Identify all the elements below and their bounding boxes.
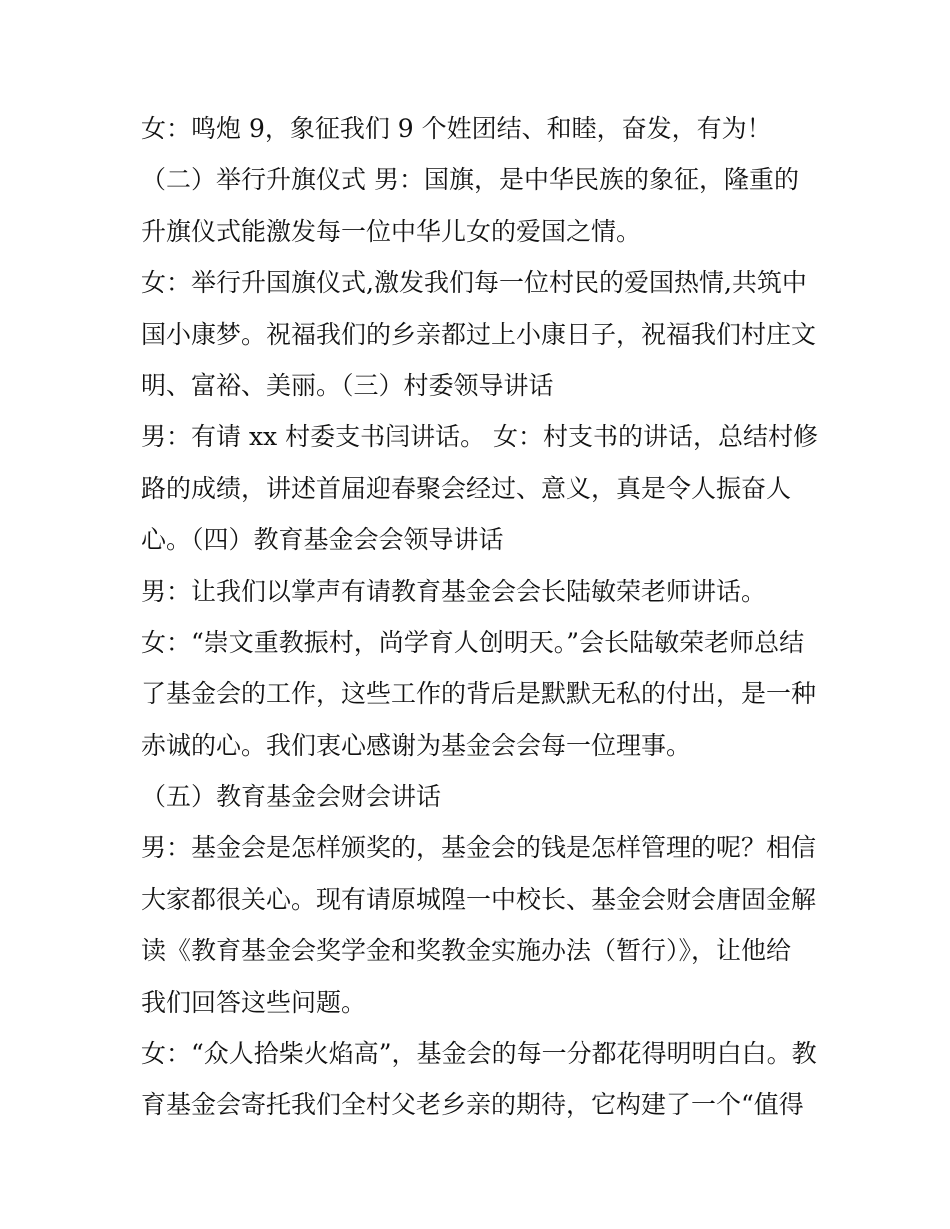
text-line: （五）教育基金会财会讲话 [141, 782, 442, 812]
text-line: 男：有请 xx 村委支书闫讲话。 女：村支书的讲话，总结村修 [141, 422, 819, 452]
text-line: 大家都很关心。现有请原城隍一中校长、基金会财会唐固金解 [141, 884, 817, 914]
text-line: （二）举行升旗仪式 男：国旗，是中华民族的象征，隆重的 [141, 165, 799, 195]
text-line: 女：鸣炮 9，象征我们 9 个姓团结、和睦，奋发，有为！ [141, 114, 772, 143]
text-line: 女：“众人拾柴火焰高”，基金会的每一分都花得明明白白。教 [141, 1039, 817, 1069]
text-line: 女：“崇文重教振村，尚学育人创明天。”会长陆敏荣老师总结 [141, 627, 805, 657]
text-line: 升旗仪式能激发每一位中华儿女的爱国之情。 [141, 216, 642, 246]
text-line: 男：基金会是怎样颁奖的，基金会的钱是怎样管理的呢？相信 [141, 833, 817, 863]
text-line: 读《教育基金会奖学金和奖教金实施办法（暂行）》，让他给 [141, 936, 792, 966]
document-body [141, 103, 821, 1131]
text-line: 女：举行升国旗仪式,激发我们每一位村民的爱国热情,共筑中 [141, 268, 807, 298]
text-line: 我们回答这些问题。 [141, 987, 367, 1017]
text-line: 心。（四）教育基金会会领导讲话 [141, 525, 504, 555]
text-line: 明、富裕、美丽。（三）村委领导讲话 [141, 370, 554, 400]
text-line: 育基金会寄托我们全村父老乡亲的期待，它构建了一个“值得 [141, 1090, 804, 1120]
text-line: 赤诚的心。我们衷心感谢为基金会会每一位理事。 [141, 730, 692, 760]
text-line: 男：让我们以掌声有请教育基金会会长陆敏荣老师讲话。 [141, 576, 767, 606]
text-line: 路的成绩，讲述首届迎春聚会经过、意义，真是令人振奋人 [141, 473, 792, 503]
text-line: 国小康梦。祝福我们的乡亲都过上小康日子，祝福我们村庄文 [141, 319, 817, 349]
text-line: 了基金会的工作，这些工作的背后是默默无私的付出，是一种 [141, 679, 817, 709]
